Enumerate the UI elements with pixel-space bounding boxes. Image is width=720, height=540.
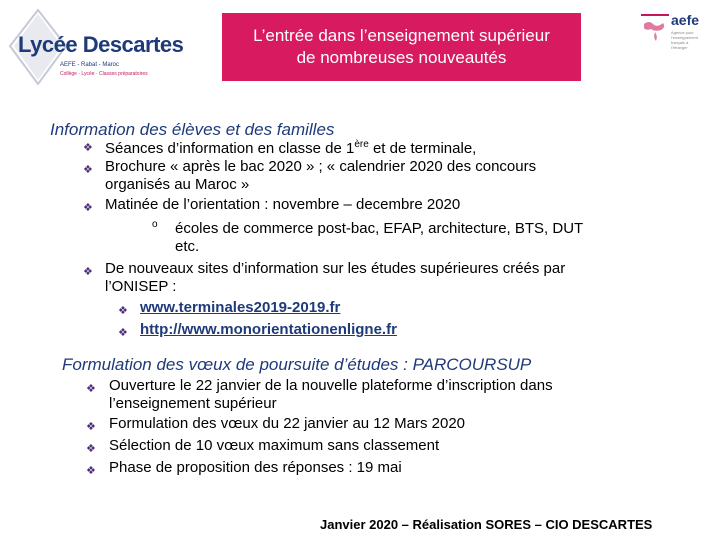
- sub-item-line-1: écoles de commerce post-bac, EFAP, architecture, BTS, DUT: [175, 220, 584, 237]
- item-superscript: ère: [354, 139, 369, 150]
- section-heading-parcoursup: Formulation des vœux de poursuite d’études : PARCOURSUP: [62, 355, 532, 374]
- link-item: [140, 299, 340, 317]
- list-item: [105, 196, 460, 214]
- sub-item-line-2: etc.: [175, 238, 200, 255]
- list-item: [105, 260, 565, 296]
- diamond-bullet-icon: ❖: [118, 305, 128, 317]
- aefe-logo: [641, 12, 703, 50]
- item-line-1: Sélection de 10 vœux maximum sans classement: [109, 437, 440, 454]
- link-item: [140, 321, 397, 339]
- diamond-bullet-icon: ❖: [86, 383, 96, 395]
- onisep-link-terminales[interactable]: www.terminales2019-2019.fr: [140, 299, 341, 316]
- item-text-cont: et de terminale,: [368, 140, 477, 157]
- item-line-1: Matinée de l’orientation : novembre – decembre 2020: [105, 196, 461, 213]
- title-banner: [222, 13, 581, 81]
- circle-bullet-icon: o: [152, 219, 158, 230]
- item-line-2: organisés au Maroc »: [105, 176, 250, 193]
- world-map-icon: [641, 14, 669, 44]
- title-line-1: L’entrée dans l’enseignement supérieur: [253, 26, 550, 45]
- list-item: [109, 437, 439, 455]
- title-line-2: de nombreuses nouveautés: [296, 48, 507, 67]
- item-text: Séances d’information en classe de 1: [105, 140, 355, 157]
- diamond-bullet-icon: ❖: [83, 266, 93, 278]
- logo-name-part1: Lycée: [18, 32, 78, 57]
- list-item: [109, 415, 465, 433]
- logo-name-part2: Descartes: [82, 32, 184, 57]
- aefe-wordmark: aefe: [671, 12, 700, 28]
- logo-tagline: AEFE - Rabat - Maroc: [60, 62, 120, 68]
- list-item: [109, 459, 402, 477]
- diamond-bullet-icon: ❖: [83, 202, 93, 214]
- sub-list-item: [175, 220, 583, 256]
- logo-tagline-2: Collège · Lycée · Classes préparatoires: [60, 71, 148, 77]
- item-line-1: Phase de proposition des réponses : 19 mai: [109, 459, 402, 476]
- diamond-bullet-icon: ❖: [86, 465, 96, 477]
- diamond-bullet-icon: ❖: [83, 142, 93, 154]
- lycee-descartes-logo: [8, 8, 184, 88]
- item-line-1: Brochure « après le bac 2020 » ; « calendrier 2020 des concours: [105, 158, 537, 175]
- list-item: [109, 377, 553, 413]
- onisep-link-monorientation[interactable]: http://www.monorientationenligne.fr: [140, 321, 397, 338]
- item-line-1: Ouverture le 22 janvier de la nouvelle plateforme d’inscription dans: [109, 377, 553, 394]
- item-line-2: l’enseignement supérieur: [109, 395, 277, 412]
- item-line-2: l’ONISEP :: [105, 278, 177, 295]
- item-line-1: De nouveaux sites d’information sur les études supérieures créés par: [105, 260, 566, 277]
- logo-name: [18, 32, 183, 58]
- diamond-bullet-icon: ❖: [86, 421, 96, 433]
- diamond-bullet-icon: ❖: [86, 443, 96, 455]
- list-item: [105, 158, 536, 194]
- list-item: [105, 136, 476, 158]
- section-heading-information: Information des élèves et des familles: [50, 120, 335, 139]
- aefe-fine-print: Agence pour l’enseignement français à l’étranger: [671, 30, 698, 50]
- footer-credit: Janvier 2020 – Réalisation SORES – CIO DESCARTES: [320, 517, 653, 532]
- diamond-bullet-icon: ❖: [118, 327, 128, 339]
- diamond-bullet-icon: ❖: [83, 164, 93, 176]
- item-line-1: Formulation des vœux du 22 janvier au 12 Mars 2020: [109, 415, 466, 432]
